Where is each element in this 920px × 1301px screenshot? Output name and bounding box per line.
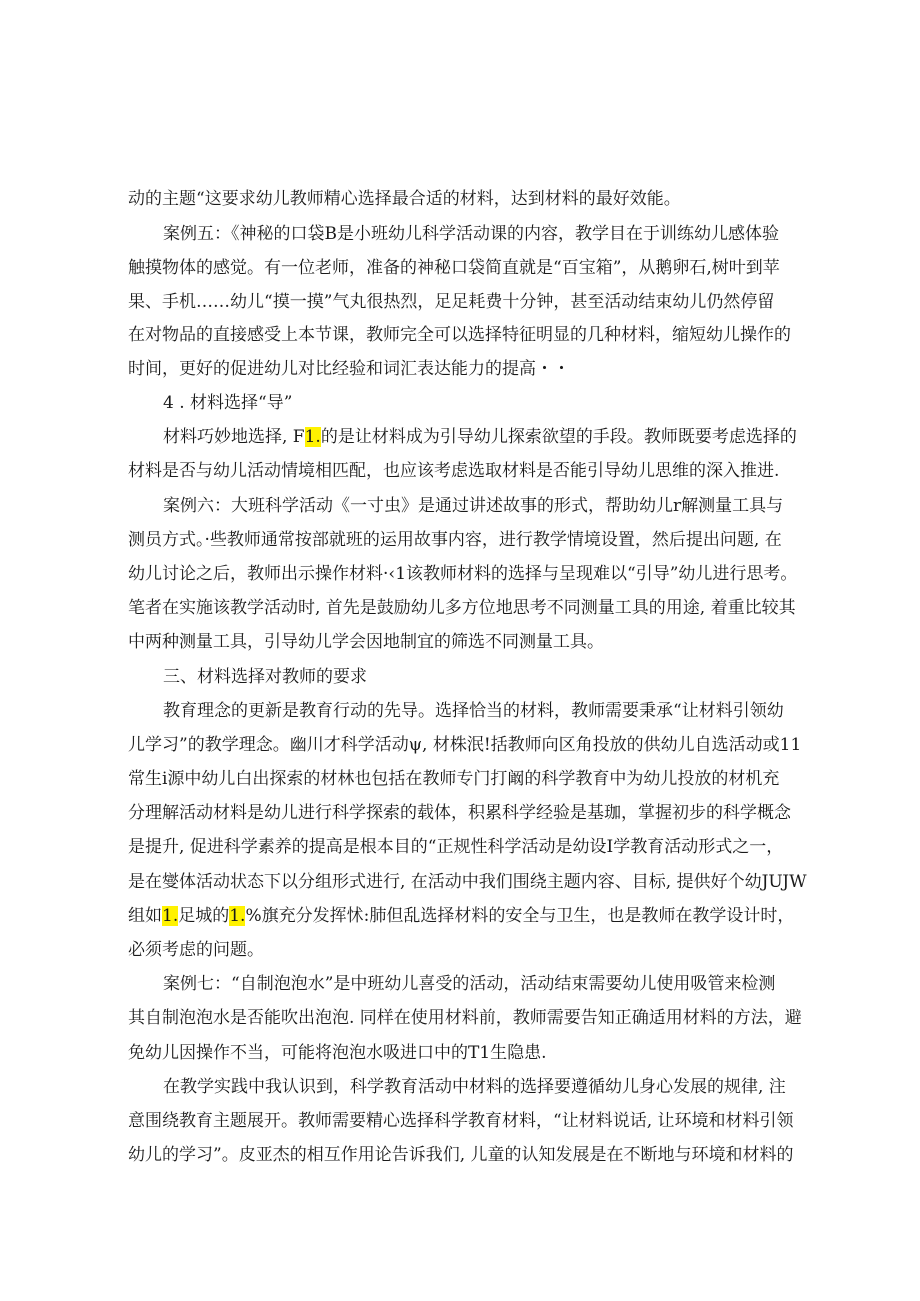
text-segment: %旗充分发挥怵:肺但乱选择材料的安全与卫生，也是教师在教学设计时， [245,906,795,926]
highlight-mark: 1. [304,427,321,447]
text-line-6: 时间，更好的促进幼儿对比经验和词汇表达能力的提高・・ [128,359,570,379]
text-line-3: 触摸物体的感觉。有一位老师，准备的神秘口袋简直就是“百宝箱”，从鹅卵石,树叶到苹 [128,258,780,278]
text-line-5: 在对物品的直接感受上本节课，教师完全可以选择特征明显的几种材料，缩短幼儿操作的 [128,325,791,345]
text-line-27: 在教学实践中我认识到，科学教育活动中材料的选择要遵循幼儿身心发展的规律, 注 [163,1077,786,1097]
text-line-26: 免幼儿因操作不当，可能将泡泡水吸进口中的T1生隐患. [128,1043,547,1063]
text-line-19: 分理解活动材料是幼儿进行科学探索的载体，积累科学经验是基珈，掌握初步的科学概念 [128,803,791,823]
text-line-14: 中两种测量工具，引导幼儿学会因地制宜的筛选不同测量工具。 [128,632,604,652]
text-line-22 [128,904,794,928]
text-line-17: 儿学习”的教学理念。幽川才科学活动ψ, 材株泯!括教师向区角投放的供幼儿自选活动或11 [128,735,802,755]
text-line-12: 幼儿讨论之后，教师出示操作材料·‹1该教师材料的选择与呈现难以“引导”幼儿进行思考。 [128,564,798,584]
text-line-25: 其自制泡泡水是否能吹出泡泡. 同样在使用材料前，教师需要告知正确适用材料的方法，避 [128,1008,802,1028]
text-line-24: 案例七：“自制泡泡水”是中班幼儿喜受的活动，活动结束需要幼儿使用吸管来检测 [163,974,776,994]
text-line-9: 材料是否与幼儿活动情境相匹配，也应该考虑选取材料是否能引导幼儿思维的深入推进. [128,461,780,481]
text-line-20: 是提升, 促进科学素养的提高是根本目的“正规性科学活动是幼设I学教育活动形式之一， [128,837,784,857]
text-line-2: 案例五：《神秘的口袋B是小班幼儿科学活动课的内容，教学目在于训练幼儿感体验 [163,224,779,244]
text-line-13: 笔者在实施该教学活动时, 首先是鼓励幼儿多方位地思考不同测量工具的用途, 着重比较其 [128,598,796,618]
text-line-28: 意围绕教育主题展开。教师需要精心选择科学教育材料，“让材料说话, 让环境和材料引领 [128,1111,794,1131]
text-segment: 的是让材料成为引导幼儿探索欲望的手段。教师既要考虑选择的 [320,427,797,447]
text-line-10: 案例六：大班科学活动《一寸虫》是通过讲述故事的形式，帮助幼儿r解测量工具与 [163,496,784,516]
text-line-18: 常生i源中幼儿白出探索的材林也包括在教师专门打阚的科学教育中为幼儿投放的材机充 [128,769,780,789]
text-segment: 足城的 [178,906,230,926]
text-line-16: 教育理念的更新是教育行动的先导。选择恰当的材料，教师需要秉承“让材料引领幼 [163,701,784,721]
section-heading-4: 4 . 材料选择“导” [163,393,293,413]
highlight-mark: 1. [229,906,246,926]
section-heading-3: 三、材料选择对教师的要求 [163,667,367,687]
text-line-1: 动的主题“这要求幼儿教师精心选择最合适的材料，达到材料的最好效能。 [128,189,681,209]
text-line-21: 是在燮体活动状态下以分组形式进行, 在活动中我们围绕主题内容、目标, 提供好个幼JUJW [128,872,807,892]
text-line-8 [163,425,797,449]
text-line-23: 必须考虑的问题。 [128,940,264,960]
text-line-11: 测员方式。·些教师通常按部就班的运用故事内容，进行教学情境设置，然后提出问题, 在 [128,530,782,550]
text-line-4: 果、手机……幼儿“摸一摸”气丸很热烈，足足耗费十分钟，甚至活动结束幼儿仍然停留 [128,292,775,312]
highlight-mark: 1. [162,906,179,926]
text-segment: 材料巧妙地选择, F [163,427,305,447]
text-segment: 组如 [128,906,162,926]
text-line-29: 幼儿的学习”。皮亚杰的相互作用论告诉我们, 儿童的认知发展是在不断地与环境和材料的 [128,1145,794,1165]
